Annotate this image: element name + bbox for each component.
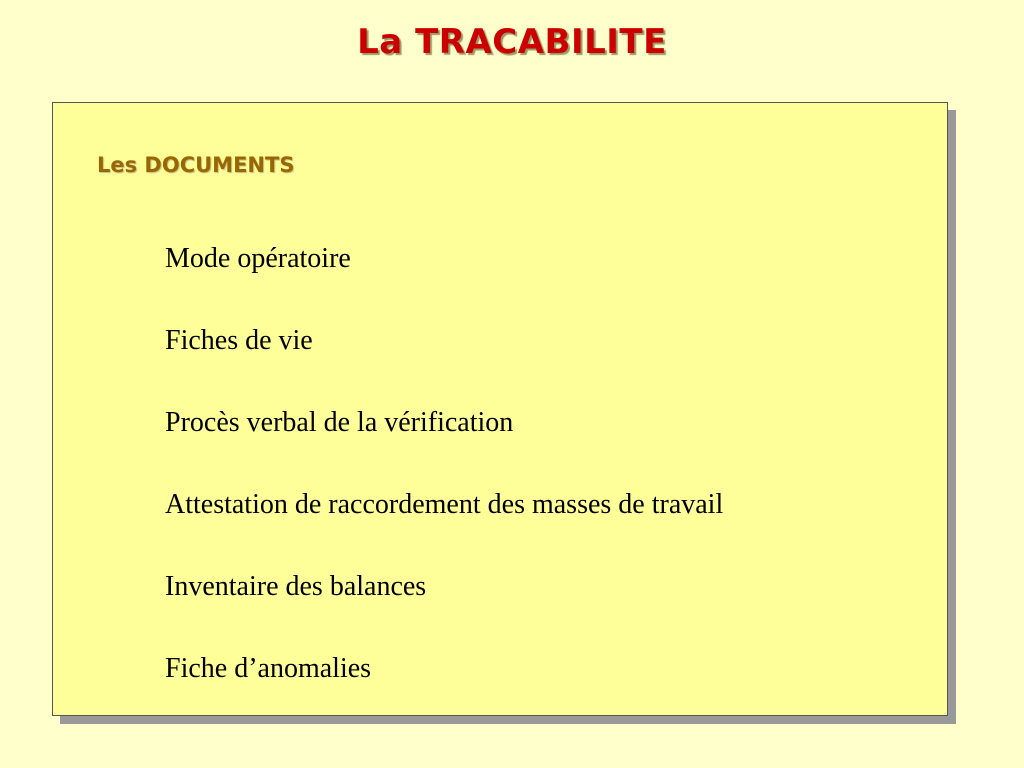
list-item-fiche-anomalies: Fiche d’anomalies bbox=[165, 653, 372, 684]
list-item-proces-verbal: Procès verbal de la vérification bbox=[165, 407, 514, 438]
list-item-fiches-de-vie: Fiches de vie bbox=[165, 325, 313, 356]
slide-title: La TRACABILITE bbox=[357, 22, 667, 62]
list-item-inventaire-balances: Inventaire des balances bbox=[165, 571, 427, 602]
documents-panel bbox=[52, 102, 948, 716]
list-item-mode-operatoire: Mode opératoire bbox=[165, 243, 351, 274]
list-item-attestation-raccordement: Attestation de raccordement des masses de travail bbox=[165, 489, 724, 520]
document-list bbox=[165, 239, 723, 731]
section-heading: Les DOCUMENTS bbox=[97, 153, 295, 177]
